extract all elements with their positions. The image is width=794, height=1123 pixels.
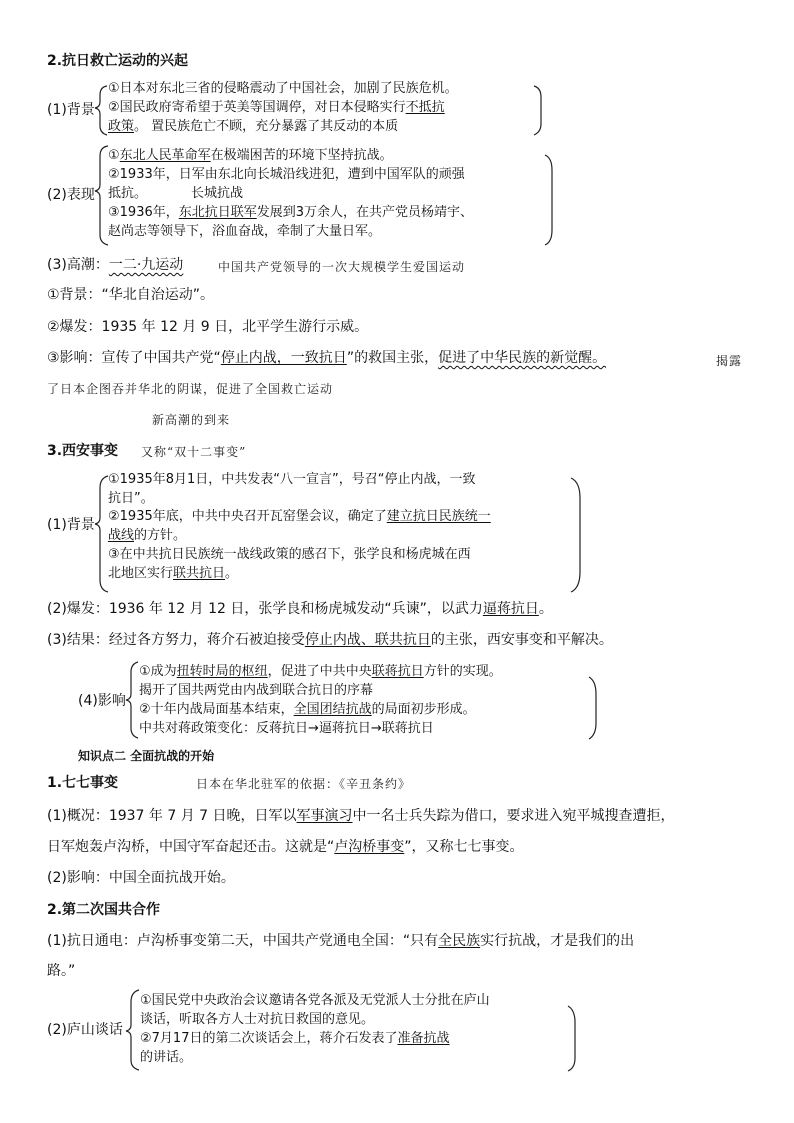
handwritten-note: 中国共产党领导的一次大规模学生爱国运动 <box>218 260 466 274</box>
left-brace <box>126 990 139 1070</box>
text-line: ②十年内战局面基本结束，全国团结抗战的局面初步形成。 <box>139 702 476 717</box>
item-label: (1)背景 <box>47 517 95 533</box>
text-line: (1)抗日通电：卢沟桥事变第二天，中国共产党通电全国：“只有全民族实行抗战，才是我们的出 <box>47 933 635 949</box>
text-line: 谈话，听取各方人士对抗日救国的意见。 <box>140 1012 375 1027</box>
text-line: 的讲话。 <box>140 1050 193 1065</box>
item-label: (2)表现 <box>47 187 95 203</box>
left-brace <box>95 146 108 245</box>
text-line: 战线的方针。 <box>108 528 187 543</box>
section-title: 1.七七事变 <box>47 775 119 791</box>
text-line: (3)结果：经过各方努力，蒋介石被迫接受停止内战、联共抗日的主张，西安事变和平解决。 <box>47 632 613 648</box>
section-title: 3.西安事变 <box>47 443 119 459</box>
right-brace <box>571 478 580 592</box>
text-line: 抵抗。 长城抗战 <box>108 186 244 201</box>
text-line: ①东北人民革命军在极端困苦的环境下坚持抗战。 <box>108 148 393 163</box>
knowledge-point-heading: 知识点二 全面抗战的开始 <box>78 749 215 763</box>
text-line: 中共对蒋政策变化：反蒋抗日→逼蒋抗日→联蒋抗日 <box>139 721 434 736</box>
text-line: 政策。 置民族危亡不顾，充分暴露了其反动的本质 <box>108 119 399 134</box>
item-label: (2)庐山谈话 <box>47 1022 123 1038</box>
text-line: 日军炮轰卢沟桥，中国守军奋起还击。这就是“卢沟桥事变”，又称七七事变。 <box>47 839 524 855</box>
text-line: 抗日”。 <box>108 491 154 506</box>
text-line: ②爆发：1935 年 12 月 9 日，北平学生游行示威。 <box>47 319 369 335</box>
text-line: (2)爆发：1936 年 12 月 12 日，张学良和杨虎城发动“兵谏”，以武力逼蒋抗日。 <box>47 601 553 617</box>
text-line: ②1933年，日军由东北向长城沿线进犯，遭到中国军队的顽强 <box>108 167 465 182</box>
left-brace <box>126 662 138 738</box>
text-line: (2)影响：中国全面抗战开始。 <box>47 870 235 886</box>
text-line: (1)概况：1937 年 7 月 7 日晚，日军以军事演习中一名士兵失踪为借口，要求进入宛平城搜查遭拒， <box>47 808 675 824</box>
right-brace <box>568 1006 575 1071</box>
text-line: ②1935年底，中共中央召开瓦窑堡会议，确定了建立抗日民族统一 <box>108 509 491 524</box>
text-line: ①国民党中央政治会议邀请各党各派及无党派人士分批在庐山 <box>140 993 490 1008</box>
text-line: 赵尚志等领导下，浴血奋战，牵制了大量日军。 <box>108 224 382 239</box>
left-brace <box>95 86 107 135</box>
text-line: ①成为扭转时局的枢纽，促进了中共中央联蒋抗日方针的实现。 <box>139 664 502 679</box>
text-line: ②7月17日的第二次谈话会上，蒋介石发表了准备抗战 <box>140 1031 450 1046</box>
handwritten-note: 又称“双十二事变” <box>141 445 247 459</box>
handwritten-note: 揭露 <box>716 354 743 368</box>
text-line: ①日本对东北三省的侵略震动了中国社会，加剧了民族危机。 <box>108 81 458 96</box>
text-line: ②国民政府寄希望于英美等国调停，对日本侵略实行不抵抗 <box>108 100 445 115</box>
text-line: 北地区实行联共抗日。 <box>108 566 239 581</box>
text-line: 揭开了国共两党由内战到联合抗日的序幕 <box>139 683 374 698</box>
text-line: ③影响：宣传了中国共产党“停止内战，一致抗日”的救国主张，促进了中华民族的新觉醒。 <box>47 350 607 366</box>
right-brace <box>589 677 596 739</box>
right-brace <box>545 155 552 245</box>
text-line: ③1936年，东北抗日联军发展到3万余人，在共产党员杨靖宇、 <box>108 205 474 220</box>
text-line: ③在中共抗日民族统一战线政策的感召下，张学良和杨虎城在西 <box>108 547 471 562</box>
right-brace <box>534 86 541 135</box>
section-title: 2.抗日救亡运动的兴起 <box>47 53 189 69</box>
text-line: ①1935年8月1日，中共发表“八一宣言”，号召“停止内战，一致 <box>108 472 476 487</box>
item-label: (4)影响 <box>78 693 126 709</box>
handwritten-note: 日本在华北驻军的依据：《辛丑条约》 <box>196 777 412 791</box>
text-line: 路。” <box>47 963 76 979</box>
handwritten-note: 新高潮的到来 <box>152 413 231 427</box>
left-brace <box>95 476 108 592</box>
item-label: (1)背景 <box>47 102 95 118</box>
section-title: 2.第二次国共合作 <box>47 902 161 918</box>
text-line: ①背景：“华北自治运动”。 <box>47 287 215 303</box>
handwritten-note: 了日本企图吞并华北的阴谋，促进了全国救亡运动 <box>47 382 334 396</box>
text-line: (3)高潮：一二·九运动 <box>47 257 184 273</box>
